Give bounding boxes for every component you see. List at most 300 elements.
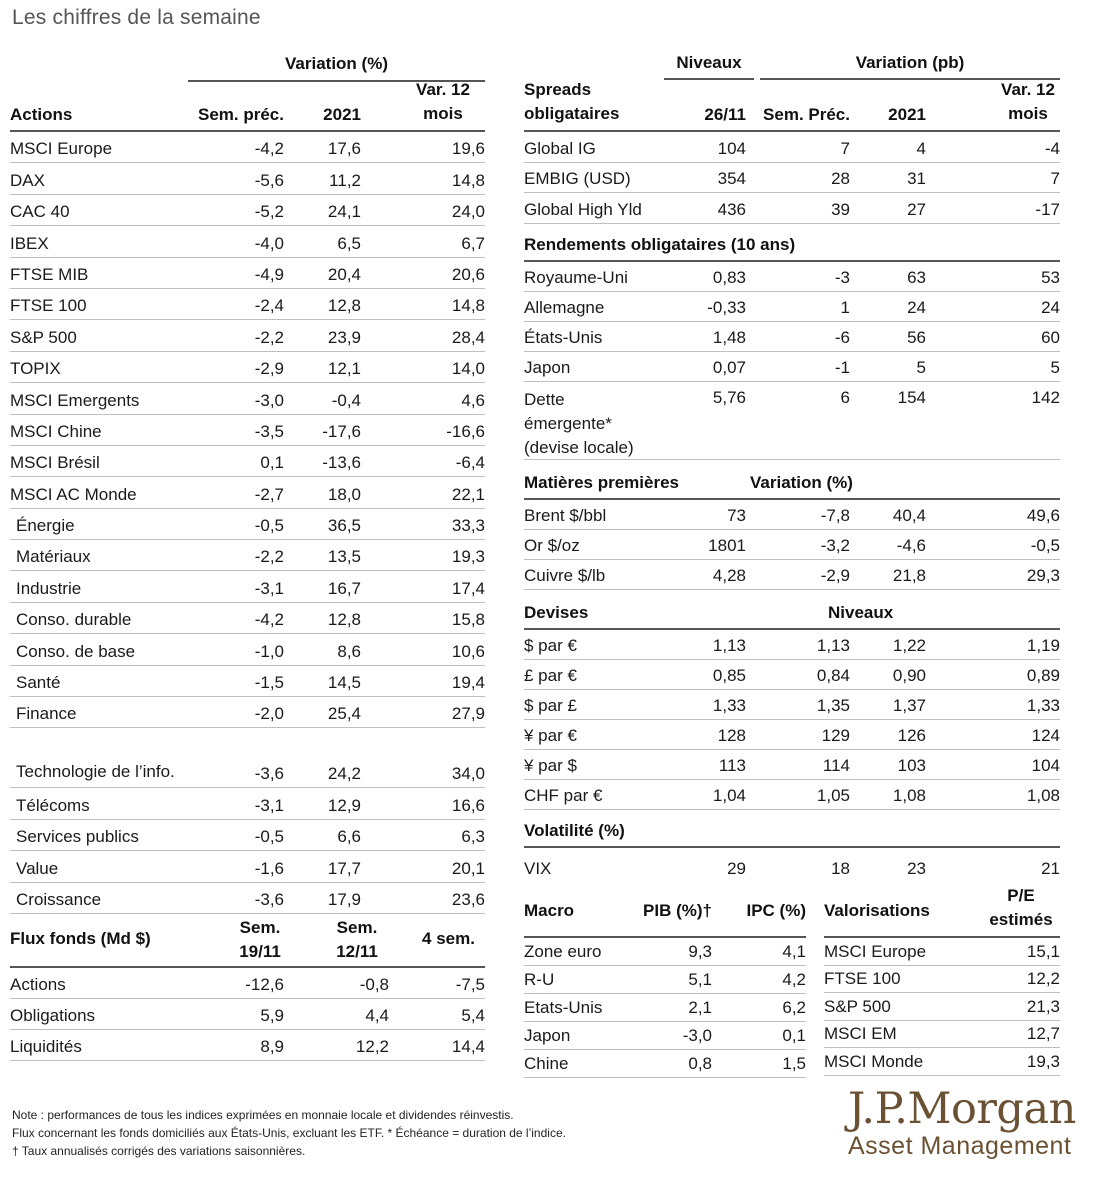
flux-panel (10, 908, 485, 1061)
matieres-sub: Variation (%) (750, 472, 853, 492)
row-value: 23,6 (451, 889, 485, 909)
row-value: 18,0 (327, 484, 361, 504)
row-value: 6,2 (782, 998, 806, 1017)
table-row (824, 1021, 1060, 1049)
row-value: -12,6 (245, 975, 284, 994)
row-value: 1801 (708, 535, 746, 555)
row-label: TOPIX (10, 359, 61, 379)
row-value: 4,1 (782, 942, 806, 961)
row-label: CAC 40 (10, 202, 70, 222)
row-value: 126 (897, 725, 926, 745)
row-value: 14,8 (451, 296, 485, 316)
row-value: -2,2 (254, 547, 284, 567)
footnotes (12, 1106, 566, 1160)
row-value: 5 (916, 357, 926, 377)
row-label: MSCI EM (824, 1024, 897, 1043)
row-value: 1,33 (712, 695, 746, 715)
row-value: -3,2 (820, 535, 850, 555)
row-label: MSCI Europe (10, 139, 113, 159)
row-value: 25,4 (327, 704, 361, 724)
valorisations-col-name: Valorisations (824, 901, 930, 920)
row-value: 5,1 (688, 970, 712, 989)
row-label: Conso. de base (16, 641, 136, 661)
matieres-header-row (524, 460, 1060, 500)
row-value: 10,6 (451, 641, 485, 661)
row-label: MSCI Chine (10, 421, 102, 441)
row-label: États-Unis (524, 327, 603, 347)
row-value: 60 (1041, 327, 1060, 347)
footnote-1: Note : performances de tous les indices exprimées en monnaie locale et dividendes réinvestis. (12, 1108, 514, 1122)
table-row (524, 560, 1060, 590)
row-value: 40,4 (892, 505, 926, 525)
table-row (524, 382, 1060, 460)
table-row (10, 571, 485, 602)
table-row (524, 322, 1060, 352)
row-label: MSCI AC Monde (10, 484, 137, 504)
bonds-panel (524, 52, 1060, 882)
table-row (10, 226, 485, 257)
table-row (524, 500, 1060, 530)
row-value: -4,9 (254, 264, 284, 284)
row-value: 27 (907, 199, 926, 219)
table-row (524, 966, 806, 994)
row-value: 21,8 (892, 565, 926, 585)
row-value: -2,7 (254, 484, 284, 504)
row-value: 6,5 (337, 233, 361, 253)
actions-table-body (10, 132, 485, 914)
row-value: 12,8 (327, 296, 361, 316)
row-value: 18 (831, 858, 850, 878)
row-value: 36,5 (327, 516, 361, 536)
table-row (10, 999, 485, 1030)
row-label: Allemagne (524, 297, 605, 317)
row-value: -7,5 (455, 975, 485, 994)
matieres-header: Matières premières (524, 472, 679, 492)
row-value: 17,7 (327, 858, 361, 878)
volatilite-table-body (524, 846, 1060, 882)
row-value: 19,4 (451, 673, 485, 693)
row-value: -0,8 (359, 975, 389, 994)
row-value: 5,4 (461, 1006, 485, 1025)
row-value: 23 (907, 858, 926, 878)
spreads-group-headers (524, 52, 1060, 80)
table-row (524, 262, 1060, 292)
devises-table-body (524, 630, 1060, 810)
row-value: 12,2 (355, 1037, 389, 1056)
row-value: 0,07 (712, 357, 746, 377)
row-value: 129 (821, 725, 850, 745)
row-value: 28 (831, 169, 850, 188)
row-value: -0,5 (254, 516, 284, 536)
row-value: 7 (1050, 169, 1060, 188)
actions-header-row (10, 82, 485, 132)
row-value: -5,2 (254, 202, 284, 222)
spreads-variation-header: Variation (pb) (760, 52, 1060, 80)
row-label: Value (16, 858, 59, 878)
row-value: 24,2 (327, 764, 361, 784)
row-value: 114 (822, 755, 850, 775)
table-row (10, 132, 485, 163)
row-value: 5,9 (260, 1006, 284, 1025)
row-value: 124 (1031, 725, 1060, 745)
row-value: -3,6 (254, 889, 284, 909)
footnote-2: Flux concernant les fonds domiciliés aux États-Unis, excluant les ETF. * Échéance = duration de l’indice. (12, 1126, 566, 1140)
flux-col-1: Sem. 19/11 (239, 918, 281, 961)
row-value: 16,6 (451, 795, 485, 815)
table-row (524, 780, 1060, 810)
table-row (10, 666, 485, 697)
row-value: 27,9 (451, 704, 485, 724)
table-row (10, 383, 485, 414)
row-value: 7 (840, 138, 850, 158)
row-value: 0,89 (1026, 665, 1060, 685)
table-row (524, 1050, 806, 1078)
spreads-col-1: 26/11 (704, 105, 746, 124)
spreads-col-2: Sem. Préc. (763, 105, 850, 124)
row-value: -0,33 (707, 297, 746, 317)
row-label: R-U (524, 970, 555, 989)
table-row (824, 938, 1060, 966)
row-value: -6 (834, 327, 850, 347)
table-row (524, 292, 1060, 322)
table-row (524, 630, 1060, 660)
row-value: -17,6 (322, 421, 361, 441)
row-value: -5,6 (254, 170, 284, 190)
row-label: MSCI Monde (824, 1051, 924, 1071)
row-value: 1,37 (892, 695, 926, 715)
row-value: 0,85 (712, 665, 746, 685)
row-value: 0,1 (260, 453, 284, 473)
row-label: S&P 500 (10, 327, 77, 347)
volatilite-header: Volatilité (%) (524, 820, 625, 840)
row-label: Croissance (16, 889, 102, 909)
table-row (10, 415, 485, 446)
macro-panel (524, 882, 806, 1078)
row-value: 28,4 (451, 327, 485, 347)
row-value: 4,4 (365, 1006, 389, 1025)
row-value: 13,5 (327, 547, 361, 567)
row-value: 103 (897, 755, 926, 775)
row-label: Finance (16, 704, 77, 724)
row-label: Royaume-Uni (524, 267, 628, 287)
row-value: 1,13 (816, 635, 850, 655)
spreads-niveaux-header: Niveaux (664, 52, 754, 80)
row-value: 21,3 (1026, 996, 1060, 1016)
row-value: 12,1 (327, 359, 361, 379)
table-row (10, 697, 485, 728)
table-row (524, 1022, 806, 1050)
row-value: 0,90 (892, 665, 926, 685)
row-value: 0,8 (688, 1054, 712, 1073)
volatilite-header-row (524, 810, 1060, 846)
row-value: 12,9 (327, 795, 361, 815)
row-label: ¥ par € (524, 725, 577, 745)
table-row (10, 540, 485, 571)
row-label: Japon (524, 357, 571, 377)
row-value: -3,0 (254, 390, 284, 410)
spreads-header-row (524, 80, 1060, 132)
row-value: 113 (718, 755, 746, 775)
row-value: -17 (1035, 199, 1060, 219)
table-row (10, 258, 485, 289)
row-value: -0,5 (1030, 535, 1060, 555)
row-value: 1,08 (892, 785, 926, 805)
table-row (524, 352, 1060, 382)
row-value: 31 (907, 169, 926, 188)
row-label: Or $/oz (524, 535, 580, 555)
row-label: Conso. durable (16, 610, 132, 630)
row-value: 24 (1041, 297, 1060, 317)
table-row (10, 851, 485, 882)
row-value: -1,5 (254, 673, 284, 693)
row-value: 4 (916, 138, 926, 158)
row-value: 0,1 (782, 1026, 806, 1045)
row-value: 21 (1041, 858, 1060, 878)
row-label: £ par € (524, 665, 577, 685)
table-row (524, 938, 806, 966)
row-value: 20,4 (327, 264, 361, 284)
row-label: ¥ par $ (524, 755, 577, 775)
row-value: 12,2 (1026, 969, 1060, 988)
row-label: EMBIG (USD) (524, 169, 631, 188)
row-value: 1,19 (1026, 635, 1060, 655)
row-label: Global IG (524, 138, 596, 158)
row-value: 24,1 (327, 202, 361, 222)
table-row (10, 477, 485, 508)
row-value: 22,1 (451, 484, 485, 504)
row-label: Chine (524, 1054, 569, 1073)
row-label: MSCI Brésil (10, 453, 100, 473)
row-value: 0,83 (712, 267, 746, 287)
row-value: 1,05 (816, 785, 850, 805)
row-value: -2,4 (254, 296, 284, 316)
row-label: $ par £ (524, 695, 577, 715)
row-value: 6,3 (461, 827, 485, 847)
row-value: 33,3 (451, 516, 485, 536)
flux-col-2: Sem. 12/11 (336, 918, 378, 961)
row-value: 4,2 (782, 970, 806, 989)
table-row (10, 788, 485, 819)
row-value: -1 (834, 357, 850, 377)
row-value: 12,8 (327, 610, 361, 630)
row-value: 1,35 (816, 695, 850, 715)
row-label: Services publics (16, 827, 139, 847)
table-row (10, 163, 485, 194)
row-value: -4,6 (896, 535, 926, 555)
row-value: 73 (727, 505, 746, 525)
row-label: Cuivre $/lb (524, 565, 606, 585)
table-row (524, 690, 1060, 720)
footnote-3: † Taux annualisés corrigés des variations saisonnières. (12, 1144, 306, 1158)
row-label: S&P 500 (824, 996, 891, 1016)
devises-header-row (524, 590, 1060, 630)
row-value: 17,4 (451, 578, 485, 598)
row-value: 14,5 (327, 673, 361, 693)
table-row (10, 320, 485, 351)
row-value: 6,7 (461, 233, 485, 253)
table-row (10, 289, 485, 320)
row-value: 17,6 (327, 139, 361, 159)
row-value: 56 (907, 327, 926, 347)
row-value: -3,5 (254, 421, 284, 441)
row-label: Matériaux (16, 547, 91, 567)
row-value: -3,1 (254, 795, 284, 815)
rendements-table-body (524, 262, 1060, 460)
table-row (524, 720, 1060, 750)
valorisations-table-body (824, 938, 1060, 1076)
row-value: -2,9 (820, 565, 850, 585)
table-row (10, 820, 485, 851)
macro-table-body (524, 938, 806, 1078)
row-value: 9,3 (688, 942, 712, 961)
row-value: -7,8 (820, 505, 850, 525)
table-row (10, 352, 485, 383)
row-value: 23,9 (327, 327, 361, 347)
row-value: 19,3 (451, 547, 485, 567)
row-label: Technologie de l’info. (16, 762, 175, 782)
valorisations-panel (824, 882, 1060, 1076)
row-value: 104 (1031, 755, 1060, 775)
row-value: -1,6 (254, 858, 284, 878)
row-label: Liquidités (10, 1037, 82, 1056)
row-value: -6,4 (455, 453, 485, 473)
macro-col-2: IPC (%) (746, 901, 806, 920)
row-value: 154 (897, 387, 926, 407)
row-label: MSCI Emergents (10, 390, 140, 410)
flux-col-name: Flux fonds (Md $) (10, 929, 151, 948)
actions-variation-header: Variation (%) (188, 52, 485, 82)
actions-col-12m: Var. 12 mois (416, 80, 470, 123)
row-label: Énergie (16, 516, 75, 536)
row-label: Global High Yld (524, 199, 642, 219)
row-value: 354 (717, 169, 746, 188)
table-row (524, 163, 1060, 194)
row-value: 14,0 (451, 359, 485, 379)
row-label: Télécoms (16, 795, 90, 815)
row-label: FTSE MIB (10, 264, 89, 284)
row-value: -2,2 (254, 327, 284, 347)
row-label: IBEX (10, 233, 49, 253)
row-value: 34,0 (451, 764, 485, 784)
row-value: 6,6 (337, 827, 361, 847)
row-value: 24 (907, 297, 926, 317)
spreads-col-name: Spreads obligataires (524, 80, 620, 123)
rendements-header-row (524, 224, 1060, 262)
row-value: 20,6 (451, 264, 485, 284)
row-value: 1,33 (1026, 695, 1060, 715)
row-label: Santé (16, 673, 61, 693)
flux-header-row (10, 908, 485, 968)
row-value: 1,08 (1026, 785, 1060, 805)
row-value: 1,13 (712, 635, 746, 655)
jpmorgan-logo (848, 1084, 1076, 1160)
row-value: -3,0 (682, 1026, 712, 1045)
row-value: 49,6 (1026, 505, 1060, 525)
table-row (524, 193, 1060, 224)
row-label: MSCI Europe (824, 941, 927, 961)
row-value: 5,76 (712, 387, 746, 407)
flux-table-body (10, 968, 485, 1061)
row-label: Japon (524, 1026, 571, 1045)
row-value: 4,28 (712, 565, 746, 585)
row-value: -4,2 (254, 139, 284, 159)
table-row (524, 132, 1060, 163)
row-value: 11,2 (329, 170, 361, 190)
row-value: -2,0 (254, 704, 284, 724)
row-value: 1,48 (712, 327, 746, 347)
table-row (824, 1048, 1060, 1076)
row-value: 17,9 (327, 889, 361, 909)
row-value: 16,7 (327, 578, 361, 598)
row-label: Industrie (16, 578, 82, 598)
row-value: -13,6 (322, 453, 361, 473)
row-label: Dette émergente* (devise locale) (524, 389, 634, 457)
row-label: DAX (10, 170, 45, 190)
actions-col-name: Actions (10, 105, 73, 124)
row-label: Zone euro (524, 942, 602, 961)
row-value: 5 (1050, 357, 1060, 377)
row-value: -0,4 (331, 390, 361, 410)
row-label: $ par € (524, 635, 577, 655)
table-row (524, 852, 1060, 882)
row-value: 19,6 (451, 139, 485, 159)
row-value: -3 (834, 267, 850, 287)
row-label: VIX (524, 858, 552, 878)
table-row (524, 660, 1060, 690)
page-title: Les chiffres de la semaine (12, 6, 261, 29)
row-label: FTSE 100 (10, 296, 87, 316)
row-value: 20,1 (451, 858, 485, 878)
spreads-col-4: Var. 12 mois (1001, 80, 1055, 123)
devises-header: Devises (524, 602, 589, 622)
row-value: 39 (831, 199, 850, 219)
row-value: 29,3 (1026, 565, 1060, 585)
row-value: 53 (1041, 267, 1060, 287)
row-value: -16,6 (446, 421, 485, 441)
row-value: -4 (1044, 138, 1060, 158)
row-value: -1,0 (254, 641, 284, 661)
row-label: Brent $/bbl (524, 505, 607, 525)
actions-col-2021: 2021 (323, 105, 361, 124)
table-row (524, 750, 1060, 780)
logo-main: J.P.Morgan (848, 1084, 1076, 1134)
row-value: -3,6 (254, 764, 284, 784)
row-value: 1,04 (712, 785, 746, 805)
valorisations-col-1: P/E estimés (989, 886, 1053, 929)
row-value: -4,2 (254, 610, 284, 630)
row-value: 4,6 (461, 390, 485, 410)
row-value: 14,4 (451, 1037, 485, 1056)
valorisations-header-row (824, 882, 1060, 938)
macro-header-row (524, 882, 806, 938)
table-row (10, 195, 485, 226)
table-row (824, 993, 1060, 1021)
actions-panel (10, 52, 485, 914)
row-label: CHF par € (524, 785, 603, 805)
row-value: 14,8 (451, 170, 485, 190)
row-value: -0,5 (254, 827, 284, 847)
logo-sub: Asset Management (848, 1132, 1072, 1160)
table-row (10, 634, 485, 665)
actions-col-sem: Sem. préc. (198, 105, 284, 124)
row-value: 0,84 (816, 665, 850, 685)
table-row (10, 728, 485, 788)
table-row (10, 968, 485, 999)
row-label: Obligations (10, 1006, 96, 1025)
table-row (524, 994, 806, 1022)
row-value: 8,6 (337, 641, 361, 661)
row-value: -4,0 (254, 233, 284, 253)
